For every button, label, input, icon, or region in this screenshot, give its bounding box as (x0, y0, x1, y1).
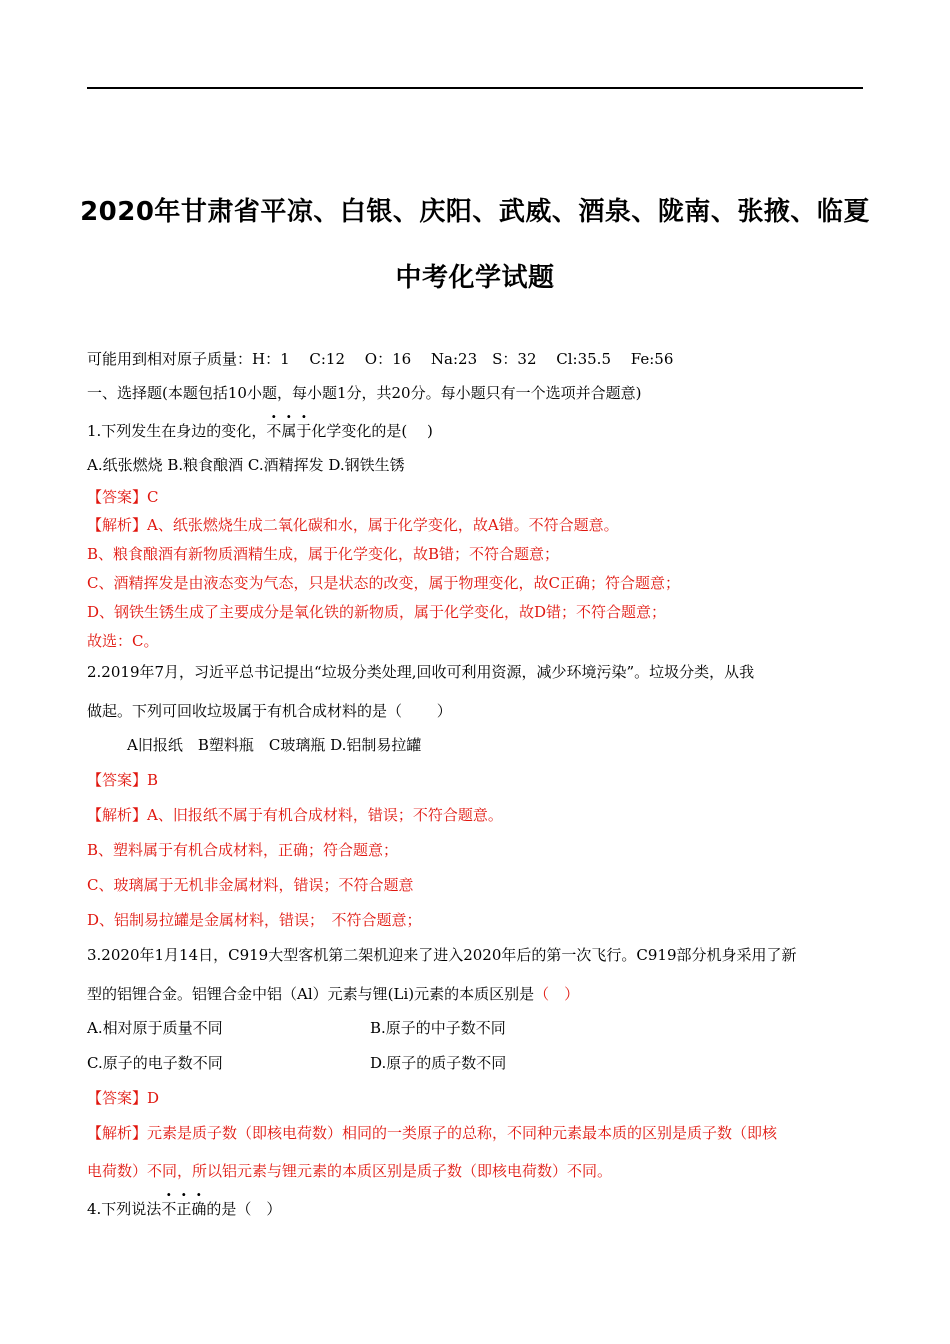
q2-options: A旧报纸 B塑料瓶 C玻璃瓶 D.铝制易拉罐 (127, 736, 422, 754)
q3-option-a: A.相对原于质量不同 (87, 1019, 223, 1037)
q1-stem: 1.下列发生在身边的变化，不属于化学变化的是( ) (87, 422, 433, 440)
title-line-2: 中考化学试题 (395, 263, 555, 293)
q2-answer: 【答案】B (87, 771, 159, 789)
q2-stem-2: 做起。下列可回收垃圾属于有机合成材料的是（ ） (87, 702, 452, 720)
q3-analysis-1: 【解析】元素是质子数（即核电荷数）相同的一类原子的总称，不同种元素最本质的区别是质子数（即核 (87, 1124, 778, 1142)
emphasis-dot: 不 (266, 422, 282, 440)
q3-stem-1: 3.2020年1月14日，C919大型客机第二架机迎来了进入2020年后的第一次飞行。C919部分机身采用了新 (87, 946, 797, 964)
q2-analysis-2: B、塑料属于有机合成材料，正确；符合题意； (87, 841, 399, 859)
q2-analysis-4: D、铝制易拉罐是金属材料，错误； 不符合题意； (87, 911, 422, 929)
q1-options: A.纸张燃烧 B.粮食酿酒 C.酒精挥发 D.钢铁生锈 (87, 456, 405, 474)
emphasis-dot: 不 (161, 1200, 177, 1218)
title-line-1: 2020年甘肃省平凉、白银、庆阳、武威、酒泉、陇南、张掖、临夏 (80, 197, 870, 227)
header-rule (87, 87, 863, 89)
q1-analysis-4: D、钢铁生锈生成了主要成分是氧化铁的新物质，属于化学变化，故D错；不符合题意； (87, 603, 667, 621)
section-heading: 一、选择题(本题包括10小题，每小题1分，共20分。每小题只有一个选项并合题意) (87, 384, 642, 402)
q3-stem-2: 型的铝锂合金。铝锂合金中铝（Al）元素与锂(Li)元素的本质区别是（ ） (87, 985, 580, 1003)
q4-stem: 4.下列说法不正确的是（ ） (87, 1200, 282, 1218)
q3-analysis-2: 电荷数）不同，所以铝元素与锂元素的本质区别是质子数（即核电荷数）不同。 (87, 1162, 613, 1180)
q1-answer: 【答案】C (87, 488, 159, 506)
q3-option-d: D.原子的质子数不同 (370, 1054, 507, 1072)
q3-option-c: C.原子的电子数不同 (87, 1054, 223, 1072)
q2-analysis-3: C、玻璃属于无机非金属材料，错误；不符合题意 (87, 876, 414, 894)
q1-analysis-1: 【解析】A、纸张燃烧生成二氧化碳和水，属于化学变化，故A错。不符合题意。 (87, 516, 619, 534)
q2-stem-1: 2.2019年7月，习近平总书记提出“垃圾分类处理,回收可利用资源，减少环境污染”。垃圾分类，从我 (87, 663, 755, 681)
emphasis-dot: 于 (296, 422, 312, 440)
q3-answer: 【答案】D (87, 1089, 160, 1107)
emphasis-dot: 正 (176, 1200, 192, 1218)
q1-analysis-3: C、酒精挥发是由液态变为气态，只是状态的改变，属于物理变化，故C正确；符合题意； (87, 574, 680, 592)
emphasis-dot: 确 (191, 1200, 207, 1218)
q1-analysis-2: B、粮食酿酒有新物质酒精生成，属于化学变化，故B错；不符合题意； (87, 545, 560, 563)
q3-option-b: B.原子的中子数不同 (370, 1019, 506, 1037)
emphasis-dot: 属 (281, 422, 297, 440)
atomic-mass-info: 可能用到相对原子质量：H：1 C:12 O：16 Na:23 S：32 Cl:35.5 Fe:56 (87, 350, 674, 368)
q2-analysis-1: 【解析】A、旧报纸不属于有机合成材料，错误；不符合题意。 (87, 806, 503, 824)
q1-analysis-5: 故选：C。 (87, 632, 159, 650)
